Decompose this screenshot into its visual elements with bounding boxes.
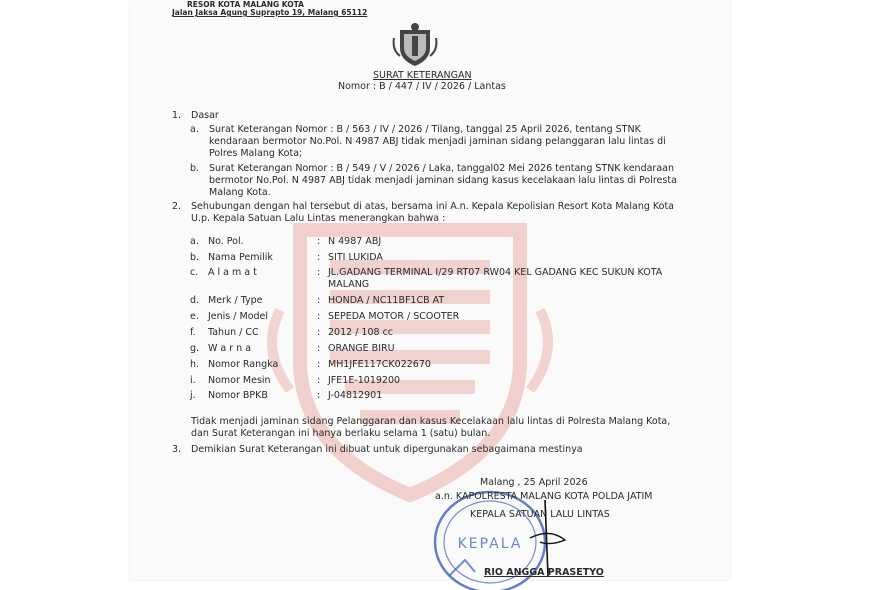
field-label: Nomor BPKB [208, 390, 268, 401]
field-letter: h. [190, 359, 200, 370]
field-colon: : [317, 311, 321, 322]
field-value: JFE1E-1019200 [328, 375, 401, 386]
field-letter: f. [190, 327, 196, 338]
section-2-number: 2. [172, 201, 182, 212]
section-2-line: Sehubungan dengan hal tersebut di atas, bersama ini A.n. Kepala Kepolisian Resort Kota Malang Kota [191, 201, 675, 212]
letter-number: Nomor : B / 447 / IV / 2026 / Lantas [338, 81, 506, 92]
org-address: Jalan Jaksa Agung Suprapto 19, Malang 65112 [172, 8, 368, 17]
field-letter: e. [190, 311, 199, 322]
field-value: JL.GADANG TERMINAL I/29 RT07 RW04 KEL GADANG KEC SUKUN KOTA [328, 267, 663, 278]
item-b-letter: b. [190, 163, 200, 174]
org-name: RESOR KOTA MALANG KOTA [187, 0, 304, 9]
field-colon: : [317, 375, 321, 386]
field-value: ORANGE BIRU [328, 343, 395, 354]
field-value-continued: MALANG [328, 279, 370, 290]
field-letter: g. [190, 343, 200, 354]
field-label: Nama Pemilik [208, 252, 273, 263]
item-b-line: Surat Keterangan Nomor : B / 549 / V / 2026 / Laka, tanggal02 Mei 2026 tentang STNK kendaraan [209, 163, 675, 174]
section-3-text: Demikian Surat Keterangan ini dibuat untuk dipergunakan sebagaimana mestinya [191, 444, 583, 455]
section-3-number: 3. [172, 444, 182, 455]
section-1-number: 1. [172, 110, 182, 121]
field-colon: : [317, 359, 321, 370]
field-colon: : [317, 327, 321, 338]
closing-line: Tidak menjadi jaminan sidang Pelanggaran dan kasus Kecelakaan lalu lintas di Polresta Malang Kota, [191, 416, 671, 427]
police-watermark-logo [260, 190, 560, 510]
police-emblem-icon [392, 20, 438, 68]
item-a-line: Surat Keterangan Nomor : B / 563 / IV / 2026 / Tilang, tanggal 25 April 2026, tentang STNK [209, 124, 641, 135]
field-label: Merk / Type [208, 295, 263, 306]
field-letter: a. [190, 236, 199, 247]
field-colon: : [317, 252, 321, 263]
signatory-name: RIO ANGGA PRASETYO [484, 567, 604, 578]
field-colon: : [317, 390, 321, 401]
field-letter: j. [190, 390, 196, 401]
field-label: Nomor Mesin [208, 375, 271, 386]
letter-title: SURAT KETERANGAN [373, 70, 472, 81]
field-label: A l a m a t [208, 267, 257, 278]
field-value: SEPEDA MOTOR / SCOOTER [328, 311, 460, 322]
field-colon: : [317, 343, 321, 354]
field-letter: d. [190, 295, 200, 306]
section-1-label: Dasar [191, 110, 219, 121]
item-a-line: kendaraan bermotor No.Pol. N 4987 ABJ tidak menjadi jaminan sidang pelanggaran lalu lintas di [209, 136, 666, 147]
stamp-text: KEPALA [457, 536, 523, 552]
field-letter: i. [190, 375, 196, 386]
signature-place-date: Malang , 25 April 2026 [480, 477, 588, 488]
field-letter: c. [190, 267, 199, 278]
item-b-line: bermotor No.Pol. N 4987 ABJ tidak menjadi jaminan sidang kasus kecelakaan lalu lintas di Polresta [209, 175, 677, 186]
signature-on-behalf: a.n. KAPOLRESTA MALANG KOTA POLDA JATIM [435, 491, 653, 502]
field-label: No. Pol. [208, 236, 244, 247]
handwritten-signature [520, 498, 570, 578]
closing-line: dan Surat Keterangan ini hanya berlaku selama 1 (satu) bulan. [191, 428, 491, 439]
item-a-line: Polres Malang Kota; [209, 148, 303, 159]
section-2-line: U.p. Kepala Satuan Lalu Lintas menerangkan bahwa : [191, 213, 446, 224]
field-letter: b. [190, 252, 200, 263]
field-colon: : [317, 295, 321, 306]
field-label: Jenis / Model [208, 311, 269, 322]
field-value: MH1JFE117CK022670 [328, 359, 431, 370]
field-label: W a r n a [208, 343, 252, 354]
field-value: 2012 / 108 cc [328, 327, 394, 338]
field-colon: : [317, 236, 321, 247]
field-label: Nomor Rangka [208, 359, 279, 370]
item-b-line: Malang Kota. [209, 187, 271, 198]
item-a-letter: a. [190, 124, 199, 135]
field-value: J-04812901 [328, 390, 383, 401]
field-colon: : [317, 267, 321, 278]
field-value: N 4987 ABJ [328, 236, 382, 247]
signature-position: KEPALA SATUAN LALU LINTAS [470, 509, 610, 520]
field-value: SITI LUKIDA [328, 252, 383, 263]
field-value: HONDA / NC11BF1CB AT [328, 295, 445, 306]
field-label: Tahun / CC [208, 327, 259, 338]
